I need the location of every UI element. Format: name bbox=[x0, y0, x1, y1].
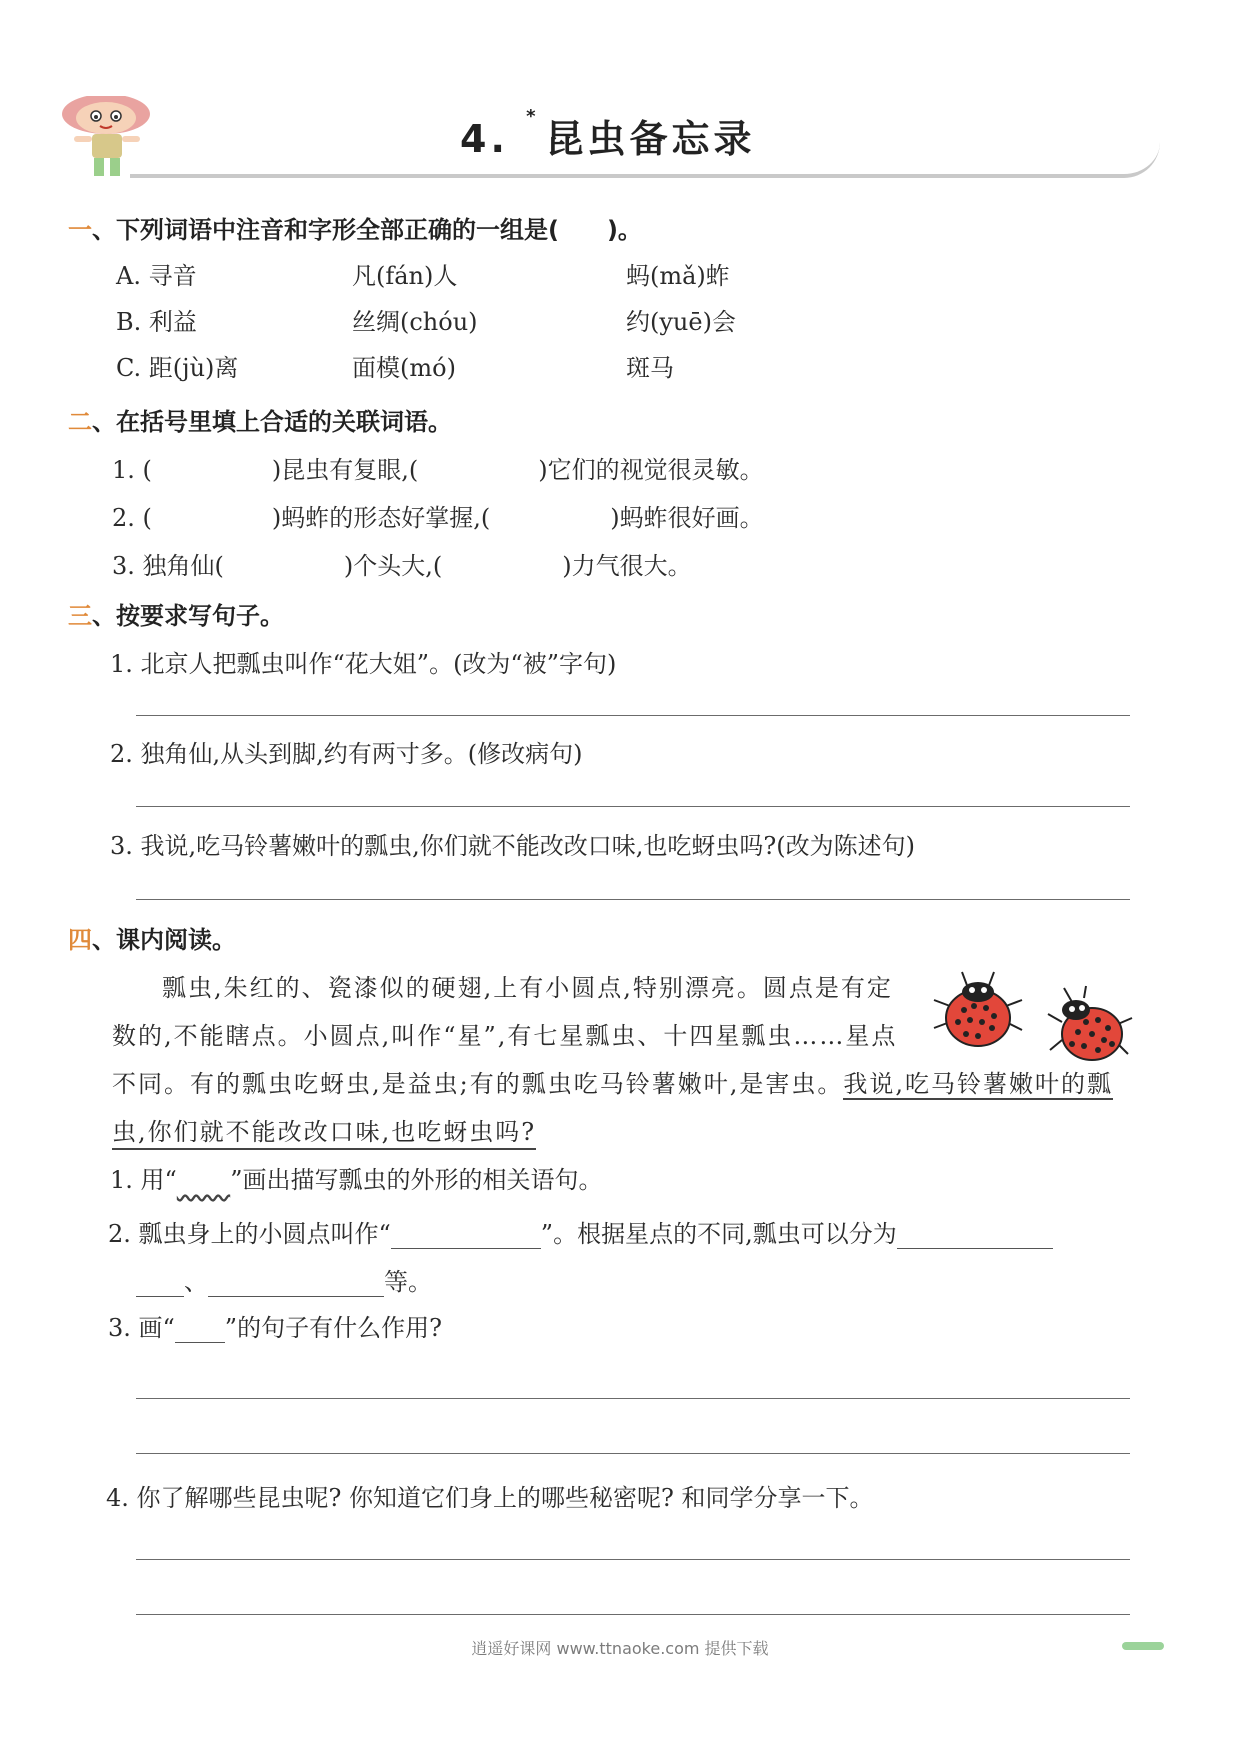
q4-sub-2 bbox=[108, 1214, 1053, 1249]
passage-line-1: 瓢虫,朱红的、瓷漆似的硬翅,上有小圆点,特别漂亮。圆点是有定 bbox=[162, 974, 893, 1002]
q4-sub-3-answer-line-2[interactable] bbox=[136, 1453, 1130, 1454]
section-3-number: 三 bbox=[68, 602, 92, 630]
section-1-heading bbox=[68, 210, 642, 245]
q4-sub-1-prefix: 1. 用“ bbox=[110, 1166, 177, 1194]
wavy-line-symbol bbox=[177, 1166, 230, 1194]
section-4-number: 四 bbox=[68, 926, 92, 954]
ladybug-illustration-1 bbox=[928, 966, 1028, 1050]
passage-line-3-plain: 不同。有的瓢虫吃蚜虫,是益虫;有的瓢虫吃马铃薯嫩叶,是害虫。 bbox=[112, 1070, 844, 1098]
q4-sub-2-blank-2[interactable] bbox=[897, 1220, 1053, 1249]
q4-sub-2-blank-1[interactable] bbox=[391, 1220, 541, 1249]
q1-c-col2: 面模(mó) bbox=[352, 354, 456, 382]
page-corner-tab bbox=[1122, 1642, 1164, 1650]
q4-sub-4-answer-line-1[interactable] bbox=[136, 1559, 1130, 1560]
section-4-heading bbox=[68, 920, 236, 955]
section-2-text: 、在括号里填上合适的关联词语。 bbox=[92, 408, 452, 436]
passage-underlined-sentence-end: 虫,你们就不能改改口味,也吃蚜虫吗? bbox=[112, 1112, 536, 1150]
page-title bbox=[460, 108, 756, 163]
q3-answer-line-1[interactable] bbox=[136, 715, 1130, 716]
q3-item-3: 3. 我说,吃马铃薯嫩叶的瓢虫,你们就不能改改口味,也吃蚜虫吗?(改为陈述句) bbox=[110, 832, 916, 860]
section-4-text: 、课内阅读。 bbox=[92, 926, 236, 954]
q4-sub-4-answer-line-2[interactable] bbox=[136, 1614, 1130, 1615]
q4-sub-2-blank-4[interactable] bbox=[208, 1268, 384, 1297]
q1-c-col3: 斑马 bbox=[626, 354, 674, 382]
section-2-number: 二 bbox=[68, 408, 92, 436]
section-1-number: 一 bbox=[68, 216, 92, 244]
straight-line-symbol bbox=[175, 1314, 225, 1343]
q4-sub-3-suffix: ”的句子有什么作用? bbox=[224, 1314, 442, 1342]
passage-line-2: 数的,不能瞎点。小圆点,叫作“星”,有七星瓢虫、十四星瓢虫……星点 bbox=[112, 1022, 898, 1050]
q3-item-2: 2. 独角仙,从头到脚,约有两寸多。(修改病句) bbox=[110, 740, 583, 768]
section-3-text: 、按要求写句子。 bbox=[92, 602, 284, 630]
q1-a-col1: A. 寻音 bbox=[116, 262, 197, 290]
title-star: * bbox=[526, 106, 540, 127]
q4-sub-4: 4. 你了解哪些昆虫呢? 你知道它们身上的哪些秘密呢? 和同学分享一下。 bbox=[106, 1484, 874, 1512]
title-text: 昆虫备忘录 bbox=[545, 117, 756, 161]
section-2-heading bbox=[68, 402, 452, 437]
q2-item-1: 1. ( )昆虫有复眼,( )它们的视觉很灵敏。 bbox=[112, 456, 764, 484]
title-number: 4. bbox=[460, 117, 509, 161]
footer-watermark: 逍遥好课网 www.ttnaoke.com 提供下载 bbox=[471, 1639, 769, 1658]
q4-sub-3 bbox=[108, 1308, 442, 1343]
q1-b-col3: 约(yuē)会 bbox=[626, 308, 736, 336]
q1-c-col1: C. 距(jù)离 bbox=[116, 354, 239, 382]
q1-a-col3: 蚂(mǎ)蚱 bbox=[626, 262, 730, 290]
q4-sub-3-prefix: 3. 画“ bbox=[108, 1314, 175, 1342]
section-1-text: 、下列词语中注音和字形全部正确的一组是( )。 bbox=[92, 216, 642, 244]
passage-line-3 bbox=[112, 1064, 1113, 1099]
q1-b-col1: B. 利益 bbox=[116, 308, 197, 336]
q2-item-3: 3. 独角仙( )个头大,( )力气很大。 bbox=[112, 552, 692, 580]
q2-item-2: 2. ( )蚂蚱的形态好掌握,( )蚂蚱很好画。 bbox=[112, 504, 764, 532]
passage-underlined-sentence-start: 我说,吃马铃薯嫩叶的瓢 bbox=[843, 1070, 1113, 1098]
q4-sub-2-prefix: 2. 瓢虫身上的小圆点叫作“ bbox=[108, 1220, 391, 1248]
q3-item-1: 1. 北京人把瓢虫叫作“花大姐”。(改为“被”字句) bbox=[110, 650, 617, 678]
q4-sub-2-end: 等。 bbox=[384, 1268, 432, 1296]
q4-sub-2-continued bbox=[136, 1262, 432, 1297]
q3-answer-line-2[interactable] bbox=[136, 806, 1130, 807]
q4-sub-2-separator: 、 bbox=[184, 1268, 208, 1296]
q4-sub-2-blank-3[interactable] bbox=[136, 1268, 184, 1297]
q4-sub-1-suffix: ”画出描写瓢虫的外形的相关语句。 bbox=[230, 1166, 603, 1194]
ladybug-illustration-2 bbox=[1042, 982, 1138, 1064]
section-3-heading bbox=[68, 596, 284, 631]
q4-sub-1 bbox=[110, 1160, 602, 1195]
q4-sub-3-answer-line-1[interactable] bbox=[136, 1398, 1130, 1399]
q1-a-col2: 凡(fán)人 bbox=[352, 262, 458, 290]
q4-sub-2-middle: ”。根据星点的不同,瓢虫可以分为 bbox=[540, 1220, 897, 1248]
q1-b-col2: 丝绸(chóu) bbox=[352, 308, 478, 336]
q3-answer-line-3[interactable] bbox=[136, 899, 1130, 900]
